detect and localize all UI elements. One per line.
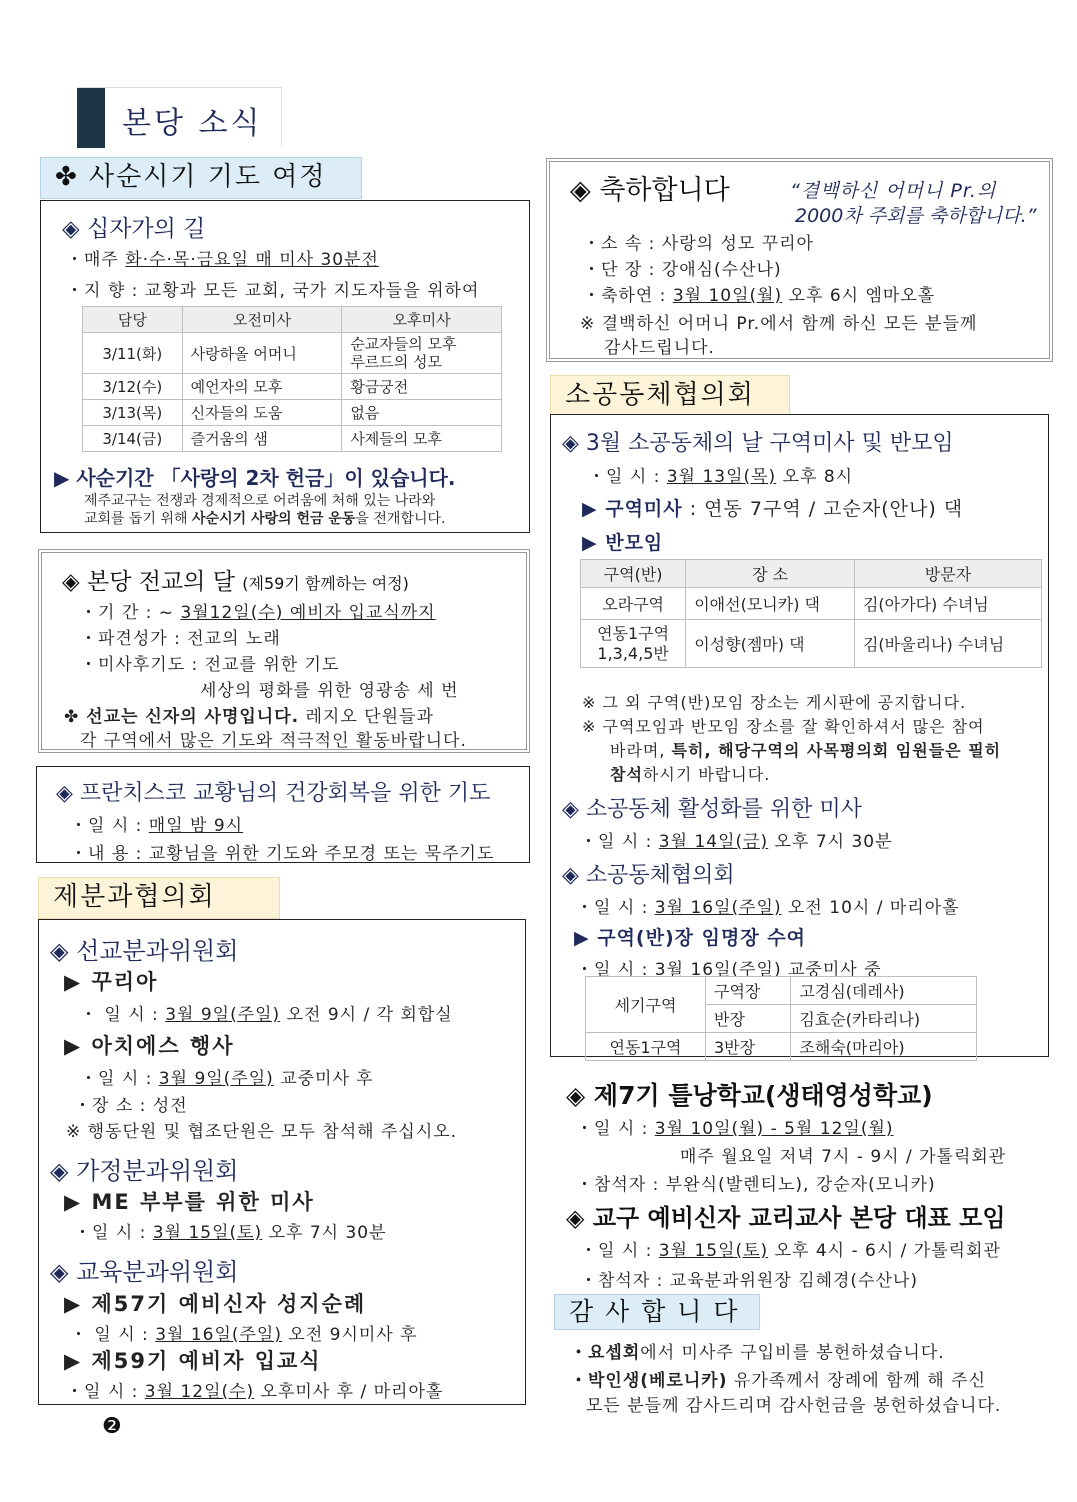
table-row: 3/11(화) 사랑하올 어머니 순교자들의 모후 루르드의 성모 (83, 333, 502, 374)
community-note-4: 참석하시기 바랍니다. (610, 765, 771, 784)
edu-committee-heading: ◈ 교육분과위원회 (50, 1258, 239, 1286)
council-time: ・일 시 : 3월 16일(주일) 오전 10시 / 마리아홀 (576, 898, 960, 918)
offering-heading: ▶ 사순기간 「사랑의 2차 헌금」이 있습니다. (54, 466, 456, 490)
mission-note-2: 각 구역에서 많은 기도와 적극적인 활동바랍니다. (80, 731, 467, 751)
table-row: 3/14(금) 즐거움의 샘 사제들의 모후 (83, 426, 502, 452)
community-day-time: ・일 시 : 3월 13일(목) 오후 8시 (588, 467, 854, 487)
acies-heading: ▶ 아치에스 행사 (64, 1034, 235, 1058)
table-row: 3/13(목) 신자들의 도움 없음 (83, 400, 502, 426)
page-title: 본당 소식 (122, 106, 263, 141)
school-heading: ◈ 제7기 틀낭학교(생태영성학교) (566, 1081, 933, 1110)
pope-content: ・내 용 : 교황님을 위한 기도와 주모경 또는 묵주기도 (70, 844, 495, 864)
cross-table: 담당 오전미사 오후미사 3/11(화) 사랑하올 어머니 순교자들의 모후 루르드의 성모 3/12(수) 예언자의 모후 황금궁전 3/13(목) 신자들의 도움 없음 3/14(금) 즐거움의 샘 사제들의 모후 (82, 306, 502, 452)
mission-prayer-2: 세상의 평화를 위한 영광송 세 번 (200, 681, 459, 701)
me-time: ・일 시 : 3월 15일(토) 오후 7시 30분 (74, 1223, 387, 1243)
table-row: 3/12(수) 예언자의 모후 황금궁전 (83, 374, 502, 400)
mission-heading: ◈ 본당 전교의 달 (제59기 함께하는 여정) (62, 569, 409, 595)
offering-text-2: 교회를 돕기 위해 사순시기 사랑의 헌금 운동을 전개합니다. (84, 511, 446, 527)
mission-note: ✤ 선교는 신자의 사명입니다. 레지오 단원들과 (64, 707, 434, 727)
meeting-label: ▶ 반모임 (582, 532, 664, 554)
community-day-heading: ◈ 3월 소공동체의 날 구역미사 및 반모임 (562, 431, 954, 456)
table-row: 세기구역 구역장 고경심(데레사) (586, 977, 977, 1005)
thanks-line-2: ・박인생(베로니카) 유가족께서 장례에 함께 해 주신 (570, 1371, 987, 1391)
thanks-line-1: ・요셉회에서 미사주 구입비를 봉헌하셨습니다. (570, 1343, 945, 1363)
school-attend: ・참석자 : 부완식(발렌티노), 강순자(모니카) (576, 1175, 936, 1195)
table-row: 연동1구역 3반장 조해숙(마리아) (586, 1033, 977, 1061)
congrats-heading: ◈ 축하합니다 (570, 175, 730, 206)
thanks-line-3: 모든 분들께 감사드리며 감사헌금을 봉헌하셨습니다. (586, 1396, 1002, 1416)
thanks-title: 감 사 합 니 다 (554, 1294, 760, 1330)
lent-section-title: ✤ 사순시기 기도 여정 (40, 157, 362, 199)
meeting-table: 구역(반) 장 소 방문자 오라구역 이애선(모니카) 댁 김(아가다) 수녀님 연동1구역 1,3,4,5반 이성향(젬마) 댁 김(바울리나) 수녀님 (580, 559, 1042, 668)
acies-note: ※ 행동단원 및 협조단원은 모두 참석해 주십시오. (66, 1122, 458, 1142)
appoint-time: ・일 시 : 3월 16일(주일) 교중미사 중 (576, 960, 882, 980)
catechist-time: ・일 시 : 3월 15일(토) 오후 4시 - 6시 / 가톨릭회관 (580, 1241, 1001, 1261)
committee-section-title: 제분과협의회 (38, 877, 280, 919)
acies-place: ・장 소 : 성전 (74, 1096, 188, 1116)
pope-heading: ◈ 프란치스코 교황님의 건강회복을 위한 기도 (56, 781, 491, 806)
council-heading: ◈ 소공동체협의회 (562, 863, 735, 888)
revive-heading: ◈ 소공동체 활성화를 위한 미사 (562, 797, 862, 822)
congrats-affiliation: ・소 속 : 사랑의 성모 꾸리아 (583, 234, 814, 254)
page-number: ❷ (102, 1414, 122, 1439)
community-note-3: 바라며, 특히, 해당구역의 사목평의회 임원들은 필히 (610, 741, 1002, 760)
mission-period: ・기 간 : ~ 3월12일(수) 예비자 입교식까지 (80, 603, 436, 623)
acies-time: ・일 시 : 3월 9일(주일) 교중미사 후 (80, 1069, 374, 1089)
area-mass: ▶ 구역미사 : 연동 7구역 / 고순자(안나) 댁 (582, 498, 964, 520)
entry-time: ・일 시 : 3월 12일(수) 오후미사 후 / 마리아홀 (66, 1382, 444, 1402)
catechist-heading: ◈ 교구 예비신자 교리교사 본당 대표 모임 (566, 1204, 1006, 1232)
congrats-quote-1: “결백하신 어머니 Pr.의 (790, 180, 997, 202)
table-row: 반장 김효순(카타리나) (586, 1005, 977, 1033)
congrats-note-1: ※ 결백하신 어머니 Pr.에서 함께 하신 모든 분들께 (580, 314, 978, 334)
cross-intention: ・지 향 : 교황과 모든 교회, 국가 지도자들을 위하여 (66, 281, 480, 301)
mission-committee-heading: ◈ 선교분과위원회 (50, 937, 239, 965)
congrats-quote-2: 2000차 주회를 축하합니다.” (795, 205, 1037, 227)
curia-time: ・ 일 시 : 3월 9일(주일) 오전 9시 / 각 회합실 (80, 1005, 453, 1025)
curia-heading: ▶ 꾸리아 (64, 970, 159, 994)
pilgrim-heading: ▶ 제57기 예비신자 성지순례 (64, 1292, 367, 1316)
mission-hymn: ・파견성가 : 전교의 노래 (80, 629, 281, 649)
congrats-feast: ・축하연 : 3월 10일(월) 오후 6시 엠마오홀 (583, 286, 936, 306)
catechist-attend: ・참석자 : 교육분과위원장 김혜경(수산나) (580, 1271, 918, 1291)
table-row: 오라구역 이애선(모니카) 댁 김(아가다) 수녀님 (581, 588, 1042, 620)
entry-heading: ▶ 제59기 예비자 입교식 (64, 1349, 322, 1373)
school-time: ・일 시 : 3월 10일(월) - 5월 12일(월) (576, 1119, 894, 1139)
cross-heading: ◈ 십자가의 길 (62, 216, 206, 242)
mission-prayer: ・미사후기도 : 전교를 위한 기도 (80, 655, 340, 675)
offering-text-1: 제주교구는 전쟁과 경제적으로 어려움에 처해 있는 나라와 (84, 493, 436, 509)
family-committee-heading: ◈ 가정분과위원회 (50, 1157, 239, 1185)
small-community-title: 소공동체협의회 (550, 375, 790, 415)
title-accent-bar (77, 88, 105, 148)
appoint-heading: ▶ 구역(반)장 임명장 수여 (574, 927, 807, 949)
congrats-leader: ・단 장 : 강애심(수산나) (583, 260, 782, 280)
community-note-2: ※ 구역모임과 반모임 장소를 잘 확인하셔서 많은 참여 (582, 717, 985, 736)
me-heading: ▶ ME 부부를 위한 미사 (64, 1190, 315, 1214)
school-time-2: 매주 월요일 저녁 7시 - 9시 / 가톨릭회관 (680, 1147, 1007, 1167)
table-row: 연동1구역 1,3,4,5반 이성향(젬마) 댁 김(바울리나) 수녀님 (581, 620, 1042, 668)
appoint-table (585, 976, 977, 1061)
pope-time: ・일 시 : 매일 밤 9시 (70, 816, 244, 836)
page-title-block (77, 87, 282, 147)
congrats-note-2: 감사드립니다. (604, 338, 715, 358)
community-note-1: ※ 그 외 구역(반)모임 장소는 게시판에 공지합니다. (582, 693, 967, 712)
cross-schedule: ・매주 화·수·목·금요일 매 미사 30분전 (66, 250, 379, 270)
revive-time: ・일 시 : 3월 14일(금) 오후 7시 30분 (580, 832, 893, 852)
pilgrim-time: ・ 일 시 : 3월 16일(주일) 오전 9시미사 후 (70, 1325, 418, 1345)
